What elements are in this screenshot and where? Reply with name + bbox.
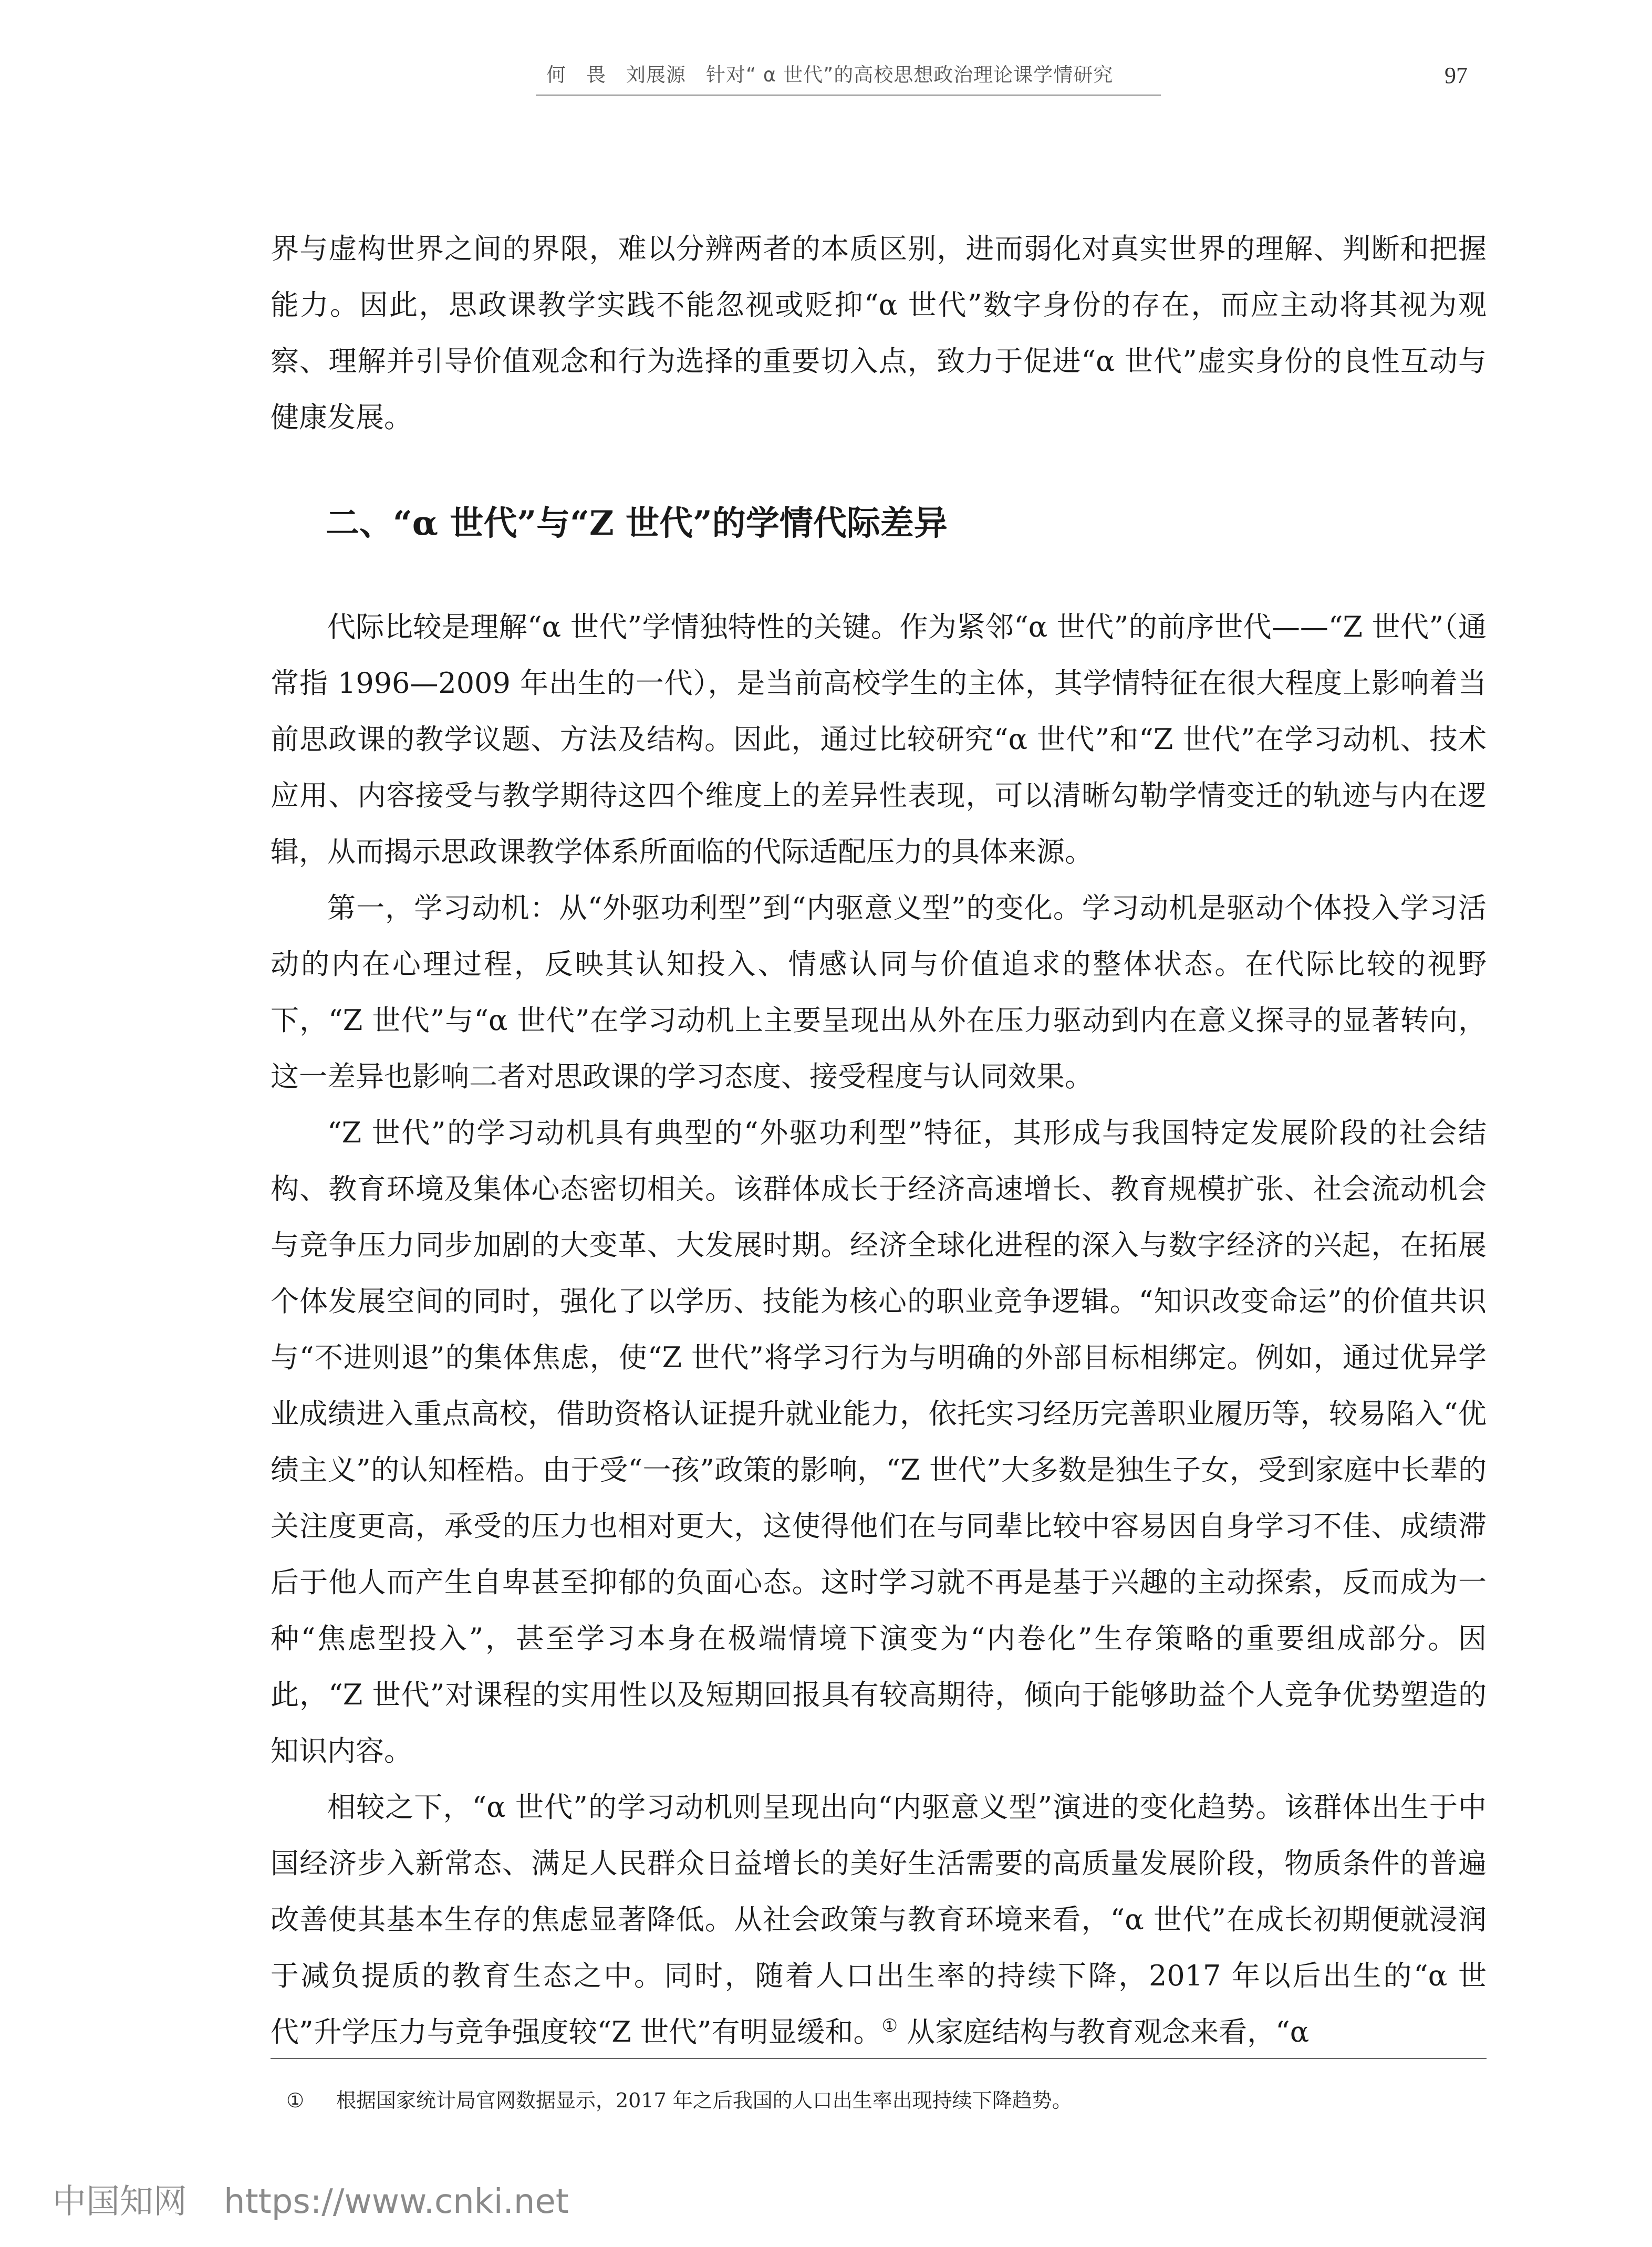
header-rule [536,95,1161,96]
cnki-watermark [53,2175,569,2223]
page-number: 97 [1445,63,1468,88]
footnote-mark: ① [286,2089,305,2112]
paragraph-z-generation-motivation: “Z 世代”的学习动机具有典型的“外驱功利型”特征，其形成与我国特定发展阶段的社会结构、教育环境及集体心态密切相关。该群体成长于经济高速增长、教育规模扩张、社会流动机会与竞争压力同步加剧的大变革、大发展时期。经济全球化进程的深入与数字经济的兴起，在拓展个体发展空间的同时，强化了以学历、技能为核心的职业竞争逻辑。“知识改变命运”的价值共识与“不进则退”的集体焦虑，使“Z 世代”将学习行为与明确的外部目标相绑定。例如，通过优异学业成绩进入重点高校，借助资格认证提升就业能力，依托实习经历完善职业履历等，较易陷入“优绩主义”的认知桎梏。由于受“一孩”政策的影响，“Z 世代”大多数是独生子女，受到家庭中长辈的关注度更高，承受的压力也相对更大，这使得他们在与同辈比较中容易因自身学习不佳、成绩滞后于他人而产生自卑甚至抑郁的负面心态。这时学习就不再是基于兴趣的主动探索，反而成为一种“焦虑型投入”，甚至学习本身在极端情境下演变为“内卷化”生存策略的重要组成部分。因此，“Z 世代”对课程的实用性以及短期回报具有较高期待，倾向于能够助益个人竞争优势塑造的知识内容。 [271,1116,1487,1767]
paragraph-alpha-generation-motivation [271,1779,1487,2060]
paragraph-alpha-text-continued: 从家庭结构与教育观念来看，“α [898,2015,1310,2048]
watermark-brand: 中国知网 [53,2182,187,2221]
main-body [271,599,1487,2060]
paragraph-generational-comparison: 代际比较是理解“α 世代”学情独特性的关键。作为紧邻“α 世代”的前序世代——“Z 世代”（通常指 1996—2009 年出生的一代），是当前高校学生的主体，其学情特征在很大程度上影响着当前思政课的教学议题、方法及结构。因此，通过比较研究“α 世代”和“Z 世代”在学习动机、技术应用、内容接受与教学期待这四个维度上的差异性表现，可以清晰勾勒学情变迁的轨迹与内在逻辑，从而揭示思政课教学体系所面临的代际适配压力的具体来源。 [271,610,1487,868]
watermark-url: https://www.cnki.net [224,2182,569,2221]
continued-paragraph-block [271,221,1487,445]
running-header: 何 畏 刘展源 针对“ α 世代”的高校思想政治理论课学情研究 [546,64,1114,86]
continued-paragraph: 界与虚构世界之间的界限，难以分辨两者的本质区别，进而弱化对真实世界的理解、判断和把握能力。因此，思政课教学实践不能忽视或贬抑“α 世代”数字身份的存在，而应主动将其视为观察、理解并引导价值观念和行为选择的重要切入点，致力于促进“α 世代”虚实身份的良性互动与健康发展。 [271,232,1487,434]
footnote-rule [271,2058,1487,2059]
footnote-reference-mark: ① [881,2015,898,2036]
section-heading: 二、“α 世代”与“Z 世代”的学情代际差异 [326,504,948,543]
paragraph-alpha-text: 相较之下，“α 世代”的学习动机则呈现出向“内驱意义型”演进的变化趋势。该群体出生于中国经济步入新常态、满足人民群众日益增长的美好生活需要的高质量发展阶段，物质条件的普遍改善使其基本生存的焦虑显著降低。从社会政策与教育环境来看，“α 世代”在成长初期便就浸润于减负提质的教育生态之中。同时，随着人口出生率的持续下降，2017 年以后出生的“α 世代”升学压力与竞争强度较“Z 世代”有明显缓和。 [271,1791,1487,2048]
footnote [286,2084,1072,2113]
footnote-text: 根据国家统计局官网数据显示，2017 年之后我国的人口出生率出现持续下降趋势。 [336,2089,1072,2112]
paragraph-learning-motivation: 第一，学习动机：从“外驱功利型”到“内驱意义型”的变化。学习动机是驱动个体投入学习活动的内在心理过程，反映其认知投入、情感认同与价值追求的整体状态。在代际比较的视野下，“Z 世代”与“α 世代”在学习动机上主要呈现出从外在压力驱动到内在意义探寻的显著转向，这一差异也影响二者对思政课的学习态度、接受程度与认同效果。 [271,891,1487,1093]
